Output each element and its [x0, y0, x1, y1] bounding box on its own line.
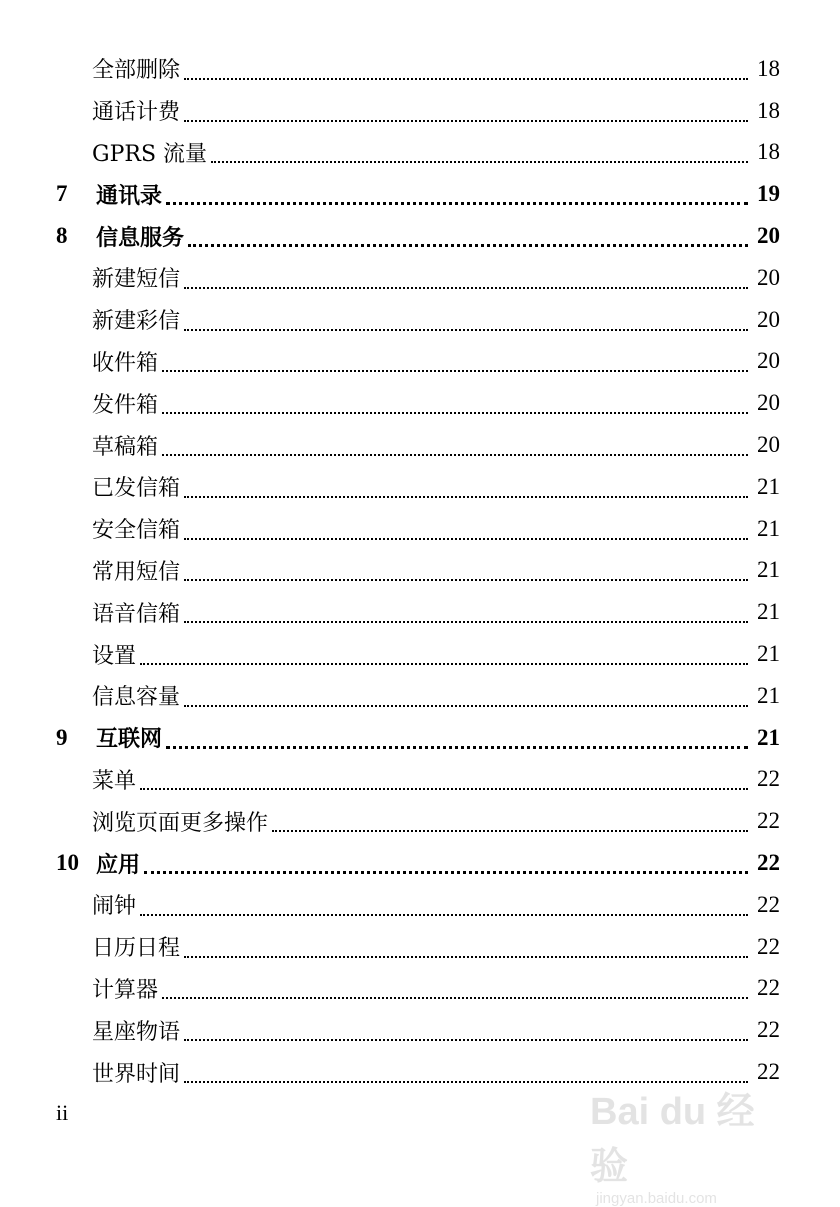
- entry-title: 浏览页面更多操作: [92, 810, 269, 836]
- entry-title: 发件箱: [92, 392, 159, 418]
- toc-section-entry[interactable]: [0, 550, 840, 592]
- toc-section-entry[interactable]: [0, 132, 840, 174]
- page-number-ref: 20: [757, 432, 780, 458]
- page-number-ref: 21: [757, 641, 780, 667]
- toc-section-entry[interactable]: [0, 508, 840, 550]
- watermark-url: jingyan.baidu.com: [596, 1190, 717, 1207]
- chapter-number: 10: [56, 850, 79, 876]
- dot-leader: [162, 454, 748, 456]
- page-number-ref: 20: [757, 306, 780, 332]
- page-number-ref: 19: [757, 181, 780, 207]
- page-number-ref: 22: [757, 808, 780, 834]
- entry-title: 已发信箱: [92, 476, 181, 502]
- page-number-ref: 21: [757, 473, 780, 499]
- entry-title: 世界时间: [92, 1061, 181, 1087]
- page-number-ref: 21: [757, 599, 780, 625]
- toc-section-entry[interactable]: [0, 382, 840, 424]
- chapter-number: 8: [56, 223, 68, 249]
- chapter-number: 7: [56, 181, 68, 207]
- page-number-ref: 21: [757, 515, 780, 541]
- baidu-watermark: [590, 1080, 790, 1207]
- dot-leader: [144, 871, 748, 874]
- toc-section-entry[interactable]: [0, 968, 840, 1010]
- page-number-ref: 22: [757, 850, 780, 876]
- entry-title: 互联网: [96, 726, 163, 753]
- dot-leader: [184, 538, 748, 540]
- page-number-ref: 22: [757, 766, 780, 792]
- dot-leader: [184, 956, 748, 958]
- toc-chapter-entry[interactable]: [0, 842, 840, 884]
- dot-leader: [166, 202, 748, 205]
- entry-title: 新建彩信: [92, 309, 181, 335]
- entry-title: 收件箱: [92, 350, 159, 376]
- entry-title: 通讯录: [96, 182, 163, 209]
- toc-section-entry[interactable]: [0, 884, 840, 926]
- entry-title: GPRS 流量: [92, 141, 208, 167]
- page-number-ref: 22: [757, 933, 780, 959]
- page-number-ref: 22: [757, 1059, 780, 1085]
- entry-title: 语音信箱: [92, 601, 181, 627]
- dot-leader: [184, 329, 748, 331]
- dot-leader: [211, 161, 748, 163]
- toc-section-entry[interactable]: [0, 1009, 840, 1051]
- table-of-contents: [0, 48, 840, 1093]
- entry-title: 草稿箱: [92, 434, 159, 460]
- dot-leader: [188, 244, 748, 247]
- dot-leader: [162, 412, 748, 414]
- dot-leader: [166, 746, 748, 749]
- toc-section-entry[interactable]: [0, 675, 840, 717]
- dot-leader: [272, 830, 748, 832]
- dot-leader: [162, 370, 748, 372]
- toc-section-entry[interactable]: [0, 424, 840, 466]
- dot-leader: [184, 1039, 748, 1041]
- page-number-ref: 22: [757, 1017, 780, 1043]
- dot-leader: [140, 788, 748, 790]
- entry-title: 全部删除: [92, 58, 181, 84]
- page-number-ref: 18: [757, 139, 780, 165]
- entry-title: 信息容量: [92, 685, 181, 711]
- dot-leader: [162, 997, 748, 999]
- toc-chapter-entry[interactable]: [0, 173, 840, 215]
- toc-section-entry[interactable]: [0, 591, 840, 633]
- entry-title: 计算器: [92, 977, 159, 1003]
- entry-title: 星座物语: [92, 1019, 181, 1045]
- entry-title: 安全信箱: [92, 518, 181, 544]
- page-number-ref: 20: [757, 348, 780, 374]
- page-number-ref: 18: [757, 55, 780, 81]
- page-number-ref: 21: [757, 557, 780, 583]
- dot-leader: [184, 621, 748, 623]
- chapter-number: 9: [56, 724, 68, 750]
- page-number-ref: 20: [757, 390, 780, 416]
- entry-title: 信息服务: [96, 224, 185, 251]
- entry-title: 闹钟: [92, 894, 137, 920]
- dot-leader: [184, 705, 748, 707]
- toc-section-entry[interactable]: [0, 341, 840, 383]
- page-number-ref: 20: [757, 264, 780, 290]
- page-number: ii: [56, 1100, 69, 1125]
- toc-section-entry[interactable]: [0, 466, 840, 508]
- entry-title: 应用: [96, 851, 141, 878]
- entry-title: 新建短信: [92, 267, 181, 293]
- toc-section-entry[interactable]: [0, 299, 840, 341]
- watermark-logo: Bai du 经验: [590, 1091, 755, 1188]
- toc-section-entry[interactable]: [0, 800, 840, 842]
- dot-leader: [184, 78, 748, 80]
- page-number-ref: 21: [757, 724, 780, 750]
- toc-section-entry[interactable]: [0, 926, 840, 968]
- dot-leader: [184, 287, 748, 289]
- entry-title: 通话计费: [92, 100, 181, 126]
- toc-chapter-entry[interactable]: [0, 215, 840, 257]
- dot-leader: [184, 496, 748, 498]
- dot-leader: [184, 120, 748, 122]
- toc-section-entry[interactable]: [0, 633, 840, 675]
- page-number-ref: 21: [757, 682, 780, 708]
- entry-title: 设置: [92, 643, 137, 669]
- entry-title: 常用短信: [92, 559, 181, 585]
- page-number-ref: 18: [757, 97, 780, 123]
- toc-section-entry[interactable]: [0, 48, 840, 90]
- dot-leader: [184, 579, 748, 581]
- dot-leader: [140, 914, 748, 916]
- page-number-ref: 22: [757, 891, 780, 917]
- entry-title: 菜单: [92, 768, 137, 794]
- page-number-ref: 22: [757, 975, 780, 1001]
- page-number-ref: 20: [757, 223, 780, 249]
- toc-section-entry[interactable]: [0, 759, 840, 801]
- toc-section-entry[interactable]: [0, 90, 840, 132]
- toc-section-entry[interactable]: [0, 257, 840, 299]
- toc-chapter-entry[interactable]: [0, 717, 840, 759]
- dot-leader: [140, 663, 748, 665]
- entry-title: 日历日程: [92, 936, 181, 962]
